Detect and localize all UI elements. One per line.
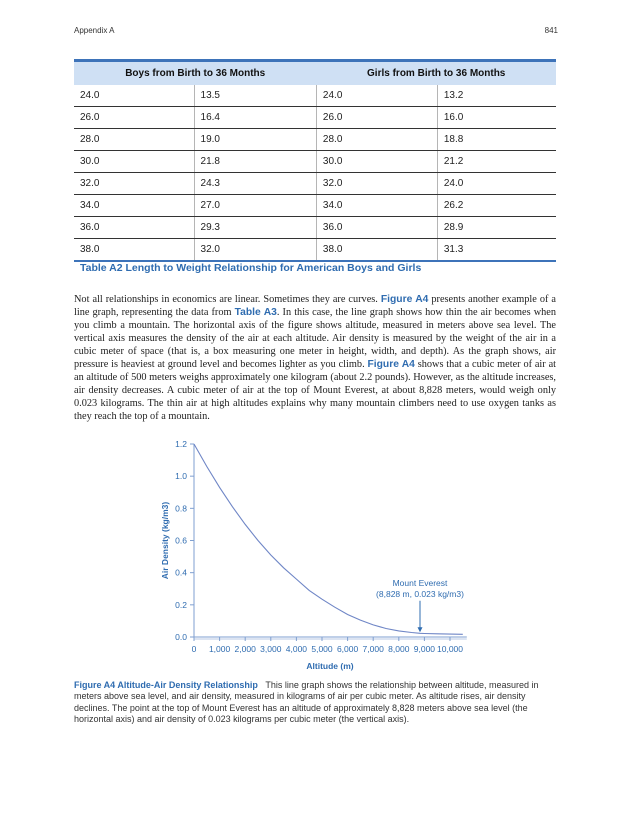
annotation-value: (8,828 m, 0.023 kg/m3) — [376, 588, 464, 599]
table-cell: 21.2 — [437, 151, 556, 173]
x-tick-label: 8,000 — [388, 644, 410, 654]
table-row — [74, 151, 556, 173]
y-tick-label: 0.6 — [175, 535, 187, 546]
table-cell: 16.4 — [194, 107, 316, 129]
figure-caption — [74, 680, 558, 726]
running-header: Appendix A — [74, 26, 115, 35]
table-cell: 19.0 — [194, 129, 316, 151]
table-row — [74, 239, 556, 262]
table-caption: Table A2 Length to Weight Relationship for American Boys and Girls — [80, 262, 422, 274]
table-cell: 27.0 — [194, 195, 316, 217]
table-cell: 24.0 — [74, 85, 194, 107]
table-row — [74, 107, 556, 129]
table-cell: 31.3 — [437, 239, 556, 262]
table-cell: 28.0 — [74, 129, 194, 151]
table-a3-link[interactable]: Table A3 — [234, 306, 277, 318]
girls-header: Girls from Birth to 36 Months — [316, 61, 556, 86]
table-cell: 26.2 — [437, 195, 556, 217]
annotation-label: Mount Everest — [392, 577, 448, 588]
table-cell: 29.3 — [194, 217, 316, 239]
x-tick-label: 2,000 — [234, 644, 256, 654]
table-cell: 28.9 — [437, 217, 556, 239]
y-tick-label: 0.2 — [175, 599, 187, 610]
table-cell: 18.8 — [437, 129, 556, 151]
table-cell: 28.0 — [316, 129, 437, 151]
x-tick-label: 4,000 — [285, 644, 308, 654]
table-cell: 30.0 — [316, 151, 437, 173]
paragraph-text: shows that a cubic meter of air at an altitude of 500 meters weighs approximately one kilogram (about 2.2 pounds). However, as the altitude increases, air density decreases. A cubic meter of air at the top of Mount Everest, at about 8,828 meters, would weigh only 0.023 kilograms. The thin air at high altitudes explains why many mountain climbers need to use oxygen tanks as they reach the top of a mountain. — [74, 358, 556, 422]
table-cell: 36.0 — [74, 217, 194, 239]
x-axis-label: Altitude (m) — [306, 661, 354, 671]
boys-header: Boys from Birth to 36 Months — [74, 61, 316, 86]
y-tick-label: 1.2 — [175, 439, 187, 449]
table-cell: 34.0 — [74, 195, 194, 217]
paragraph-text: Not all relationships in economics are linear. Sometimes they are curves. — [74, 294, 381, 305]
y-tick-label: 1.0 — [175, 471, 187, 482]
page-number: 841 — [544, 26, 558, 35]
table-cell: 24.0 — [316, 85, 437, 107]
table-cell: 38.0 — [74, 239, 194, 262]
y-tick-label: 0.4 — [175, 567, 187, 578]
annotation-arrowhead — [417, 627, 422, 632]
paragraph-text: . In this case, the line graph shows how thin the air becomes when you climb a mountain. The horizontal axis of the figure shows altitude, measured in meters above sea level. The vertical axis measures the density of the air at each altitude. Air density is measured by the weight of the air in a cubic meter of space (that is, a box measuring one meter in height, width, and depth). As the graph shows, air pressure is heaviest at ground level and becomes lighter as you climb. — [74, 306, 556, 370]
table-row — [74, 85, 556, 107]
table-header-row — [74, 61, 556, 86]
table-cell: 21.8 — [194, 151, 316, 173]
figure-caption-label: Figure A4 Altitude-Air Density Relationship — [74, 680, 258, 690]
table-cell: 13.5 — [194, 85, 316, 107]
figure-caption-text: This line graph shows the relationship between altitude, measured in meters above sea level, and air density, measured in kilograms of air per cubic meter. As altitude rises, air density declines. The point at the top of Mount Everest has an altitude of approximately 8,828 meters above sea level (the horizontal axis) and air density of 0.023 kilograms per cubic meter (the vertical axis). — [74, 680, 539, 725]
table-row — [74, 217, 556, 239]
y-axis-label: Air Density (kg/m3) — [160, 501, 170, 580]
x-tick-label: 5,000 — [311, 644, 333, 654]
density-curve-line — [194, 444, 463, 634]
y-tick-label: 0.0 — [175, 632, 187, 642]
table-cell: 36.0 — [316, 217, 437, 239]
x-tick-label: 9,000 — [413, 644, 436, 654]
x-tick-label: 7,000 — [362, 644, 384, 654]
x-tick-label: 0 — [191, 644, 197, 654]
paragraph-text: presents another example of a line graph, representing the data from — [74, 294, 556, 318]
figure-a4-link[interactable]: Figure A4 — [367, 358, 415, 370]
table-cell: 34.0 — [316, 195, 437, 217]
x-tick-label: 6,000 — [336, 644, 359, 654]
table-row — [74, 195, 556, 217]
table-cell: 24.0 — [437, 173, 556, 195]
x-tick-label: 1,000 — [208, 644, 231, 654]
body-paragraph — [74, 294, 556, 424]
table-cell: 26.0 — [74, 107, 194, 129]
table-row — [74, 129, 556, 151]
table-cell: 32.0 — [194, 239, 316, 262]
x-tick-label: 3,000 — [260, 644, 282, 654]
table-cell: 26.0 — [316, 107, 437, 129]
table-cell: 13.2 — [437, 85, 556, 107]
altitude-density-chart — [150, 432, 480, 672]
y-tick-label: 0.8 — [175, 503, 187, 514]
x-tick-label: 10,000 — [437, 644, 463, 654]
table-cell: 16.0 — [437, 107, 556, 129]
length-weight-table — [74, 59, 556, 262]
figure-a4-link[interactable]: Figure A4 — [380, 294, 429, 305]
table-cell: 38.0 — [316, 239, 437, 262]
table-cell: 30.0 — [74, 151, 194, 173]
table-cell: 32.0 — [74, 173, 194, 195]
table-cell: 24.3 — [194, 173, 316, 195]
table-row — [74, 173, 556, 195]
table-cell: 32.0 — [316, 173, 437, 195]
